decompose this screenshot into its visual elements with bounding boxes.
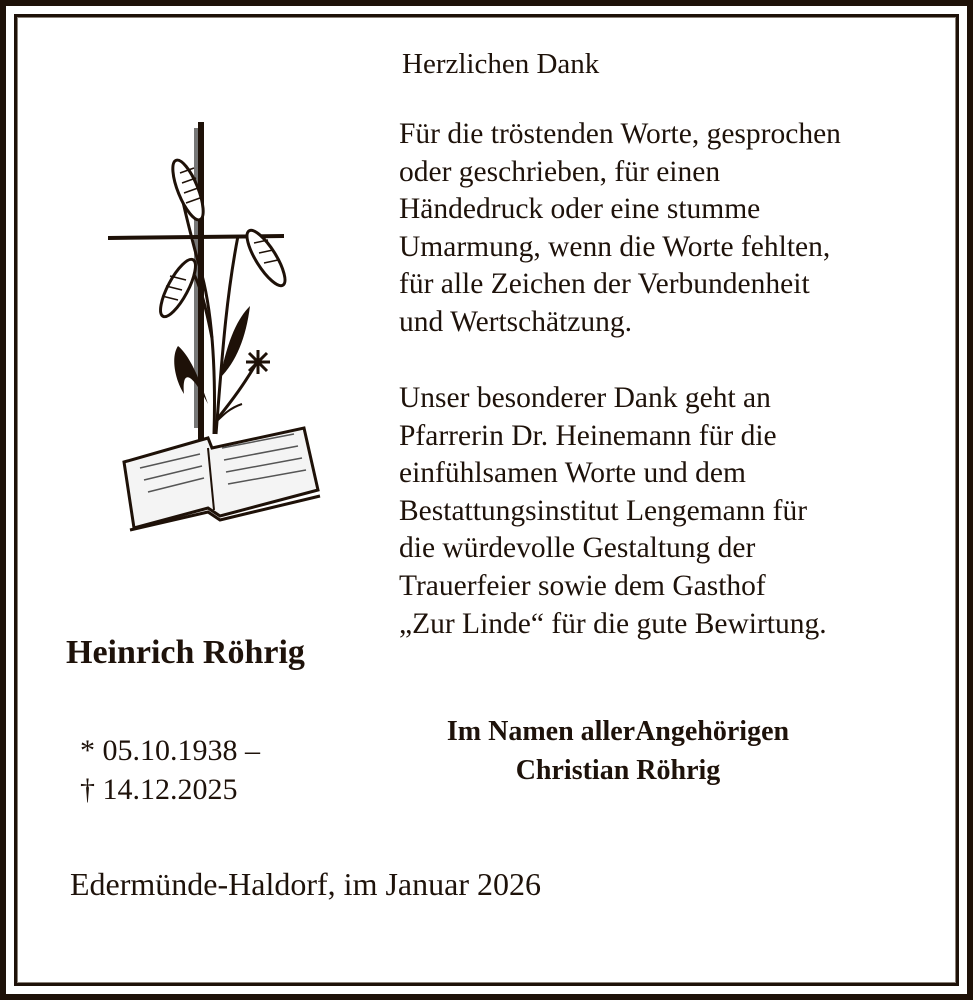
paragraph-line: Bestattungsinstitut Lengemann für bbox=[399, 494, 808, 527]
paragraph-line: für alle Zeichen der Verbundenheit bbox=[399, 268, 810, 301]
death-date: † 14.12.2025 bbox=[80, 773, 238, 806]
cross-wheat-flower-book-icon bbox=[104, 118, 326, 548]
paragraph-line: Pfarrerin Dr. Heinemann für die bbox=[399, 419, 777, 452]
paragraph-line: Umarmung, wenn die Worte fehlten, bbox=[399, 230, 831, 263]
paragraph-line: die würdevolle Gestaltung der bbox=[399, 532, 756, 565]
signature-block bbox=[400, 712, 836, 790]
paragraph-line: einfühlsamen Worte und dem bbox=[399, 457, 746, 490]
paragraph-line: Unser besonderer Dank geht an bbox=[399, 382, 771, 414]
paragraph-line: oder geschrieben, für einen bbox=[399, 155, 721, 188]
paragraph-line: Händedruck oder eine stumme bbox=[399, 193, 761, 226]
birth-date: * 05.10.1938 – bbox=[80, 734, 260, 767]
paragraph-line: „Zur Linde“ für die gute Bewirtung. bbox=[399, 607, 827, 640]
place-and-date: Edermünde-Haldorf, im Januar 2026 bbox=[70, 866, 541, 902]
life-dates bbox=[80, 731, 260, 809]
signature-line: Im Namen allerAngehörigen bbox=[446, 716, 790, 747]
paragraph-line: und Wertschätzung. bbox=[399, 305, 633, 338]
deceased-name: Heinrich Röhrig bbox=[66, 634, 305, 671]
paragraph-line: Trauerfeier sowie dem Gasthof bbox=[399, 569, 766, 602]
notice-heading: Herzlichen Dank bbox=[402, 48, 600, 80]
thanks-paragraph bbox=[399, 116, 841, 342]
paragraph-line: Für die tröstenden Worte, gesprochen bbox=[399, 118, 841, 150]
special-thanks-paragraph bbox=[399, 380, 827, 643]
signature-name: Christian Röhrig bbox=[515, 755, 721, 786]
